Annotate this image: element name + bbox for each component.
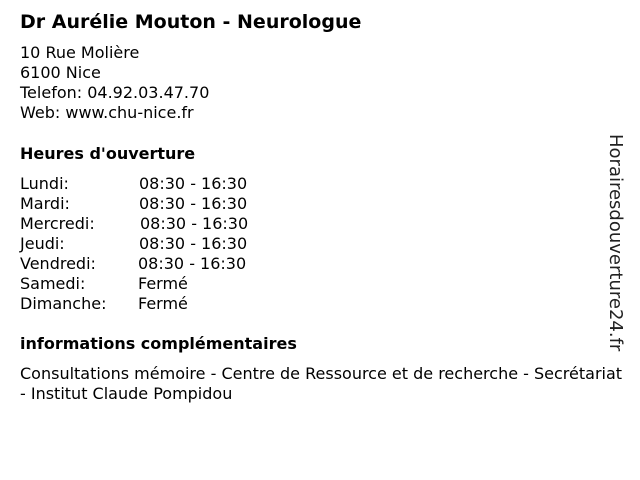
day-label: Vendredi: <box>20 254 96 273</box>
phone-number: Telefon: 04.92.03.47.70 <box>20 83 210 102</box>
day-label: Lundi: <box>20 174 69 193</box>
hours-row-sunday <box>20 294 300 314</box>
hours-value: 08:30 - 16:30 <box>139 234 248 253</box>
hours-value: Fermé <box>138 274 188 293</box>
day-label: Dimanche: <box>20 294 107 313</box>
website-link[interactable]: Web: www.chu-nice.fr <box>20 103 194 122</box>
day-label: Samedi: <box>20 274 86 293</box>
hours-value: 08:30 - 16:30 <box>139 174 248 193</box>
additional-info-heading: informations complémentaires <box>20 334 297 353</box>
hours-row-monday <box>20 174 300 194</box>
hours-value: 08:30 - 16:30 <box>139 194 248 213</box>
hours-row-tuesday <box>20 194 300 214</box>
day-label: Jeudi: <box>20 234 65 253</box>
hours-value: Fermé <box>138 294 188 313</box>
day-label: Mercredi: <box>20 214 95 233</box>
page-title: Dr Aurélie Mouton - Neurologue <box>20 11 362 33</box>
hours-row-friday <box>20 254 300 274</box>
hours-row-saturday <box>20 274 300 294</box>
address-city: 6100 Nice <box>20 63 101 82</box>
additional-info-text: Consultations mémoire - Centre de Ressource et de recherche - Secrétariat - Institut Claude Pompidou <box>20 364 623 403</box>
opening-hours-heading: Heures d'ouverture <box>20 144 196 163</box>
day-label: Mardi: <box>20 194 70 213</box>
hours-row-thursday <box>20 234 300 254</box>
hours-value: 08:30 - 16:30 <box>140 214 249 233</box>
hours-value: 08:30 - 16:30 <box>138 254 247 273</box>
hours-row-wednesday <box>20 214 300 234</box>
address-street: 10 Rue Molière <box>20 43 140 62</box>
site-watermark: Horairesdouverture24.fr <box>605 134 626 352</box>
